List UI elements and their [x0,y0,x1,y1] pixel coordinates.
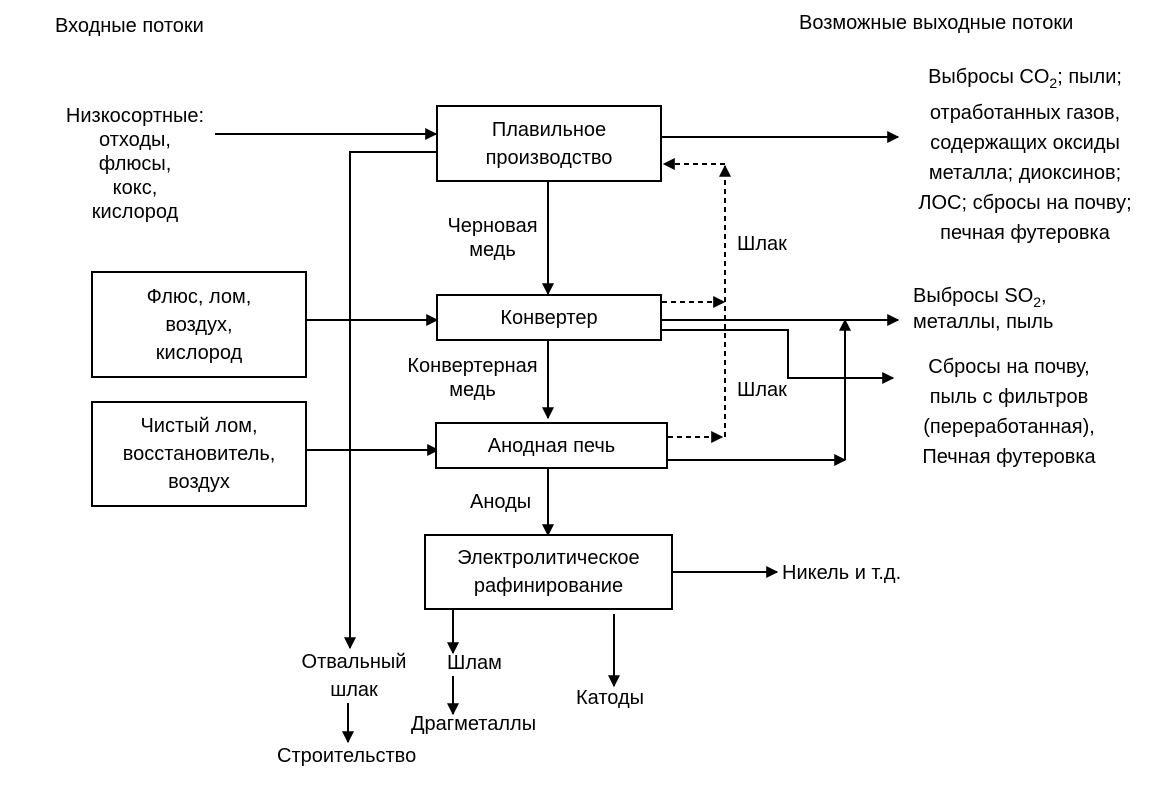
sludge-label: Шлам [447,652,502,674]
clean-scrap-box: Чистый лом, восстановитель, воздух [91,401,307,507]
slag-label-1: Шлак [737,233,787,255]
nickel-output: Никель и т.д. [782,562,902,584]
smelting-box: Плавильное производство [436,105,662,182]
flux-scrap-box: Флюс, лом, воздух, кислород [91,271,307,378]
blister-copper-label: Черновая медь [447,215,538,261]
anode-furnace-box: Анодная печь [435,422,668,469]
smelting-emissions: Выбросы $CO_2$; пыли; отработанных газов, содержащих оксиды металла; диоксинов; ЛОС; сбросы на почву; печная футеровка [918,66,1132,244]
so2-emissions: Выбросы $SO_2$, металлы, пыль [913,285,1054,333]
converter-copper-label: Конвертерная медь [407,355,538,401]
line-converter-to-discharges [662,330,893,378]
electrolytic-refining-box: Электролитическое рафинирование [424,534,673,610]
slag-label-2: Шлак [737,379,787,401]
inputs-header: Входные потоки [55,15,204,37]
outputs-header: Возможные выходные потоки [799,12,1074,34]
cathodes-label: Катоды [576,687,644,709]
low-grade-inputs: Низкосортные: отходы, флюсы, кокс, кислород [65,105,205,223]
anodes-label: Аноды [470,491,532,513]
construction-label: Строительство [277,745,417,767]
dump-slag-label: Отвальный шлак [301,651,407,701]
precious-metals-label: Драгметаллы [411,713,537,735]
discharges-output: Сбросы на почву, пыль с фильтров (переработанная), Печная футеровка [922,356,1096,468]
converter-box: Конвертер [436,294,662,341]
